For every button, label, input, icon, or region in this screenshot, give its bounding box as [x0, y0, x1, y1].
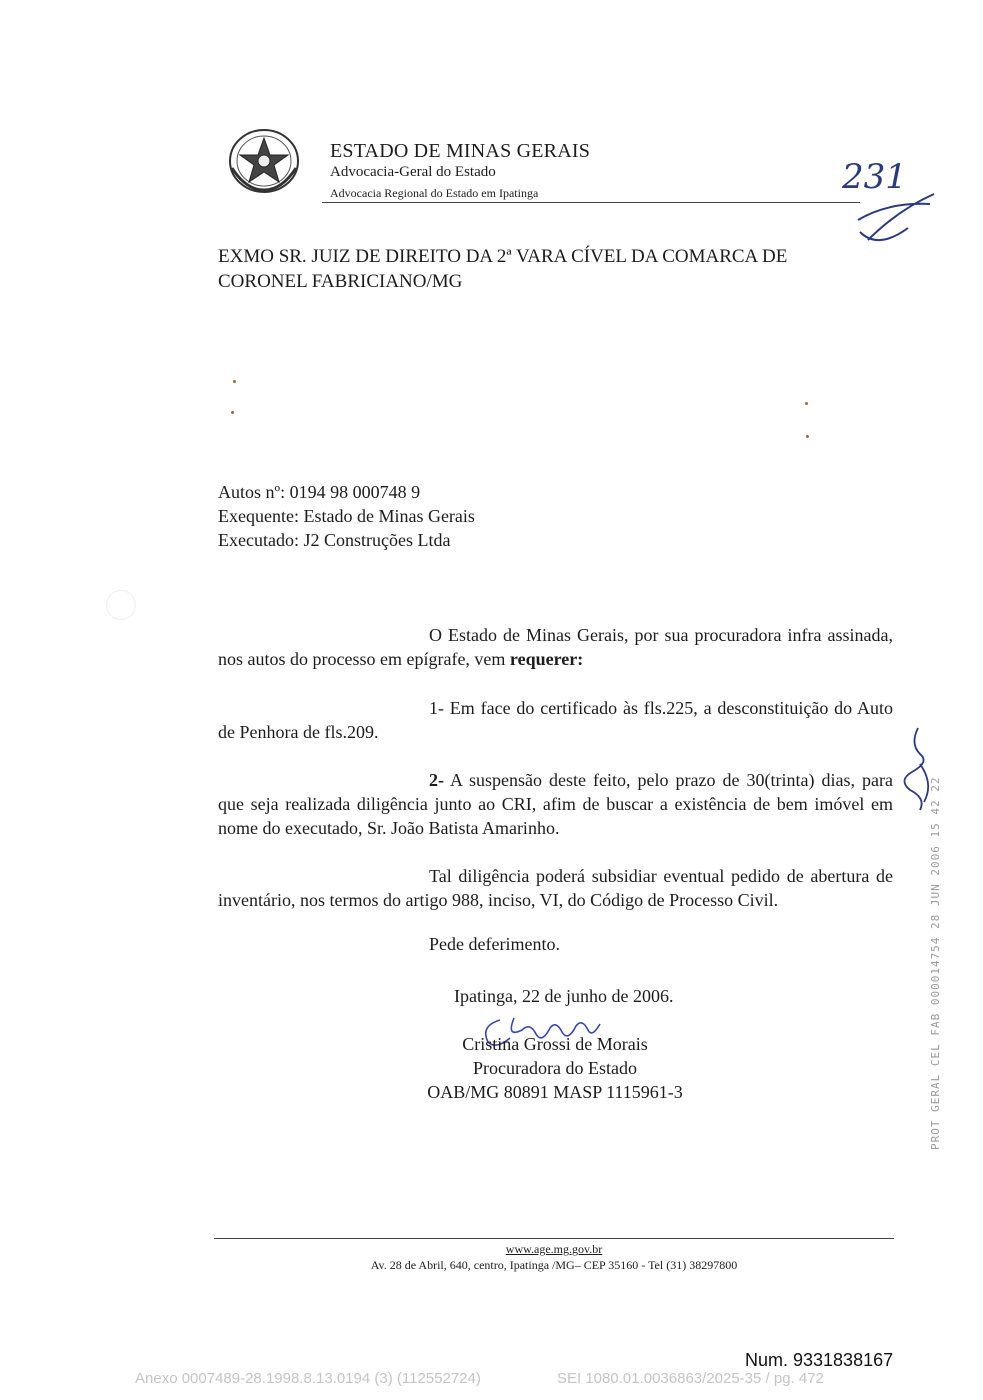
date-line: Ipatinga, 22 de junho de 2006.: [454, 986, 674, 1006]
addressee: EXMO SR. JUIZ DE DIREITO DA 2ª VARA CÍVEL DA COMARCA DE CORONEL FABRICIANO/MG: [218, 246, 788, 292]
watermark-anexo: Anexo 0007489-28.1998.8.13.0194 (3) (112552724): [135, 1370, 481, 1387]
closing-request: Pede deferimento.: [429, 934, 560, 954]
header-state-name: ESTADO DE MINAS GERAIS: [330, 140, 591, 162]
signatory-role: Procuradora do Estado: [473, 1058, 637, 1078]
paragraph-intro: [218, 623, 893, 671]
header-agency: Advocacia-Geral do Estado: [330, 164, 496, 180]
footer-divider: [214, 1238, 894, 1239]
process-executado: Executado: J2 Construções Ltda: [218, 530, 451, 550]
paragraph-intro-bold: requerer:: [509, 649, 584, 669]
punch-hole-mark: [106, 590, 136, 620]
paragraph-item-2: [218, 768, 893, 840]
document-number: Num. 9331838167: [745, 1350, 894, 1370]
scan-speck: [233, 380, 236, 383]
header-divider: [322, 202, 860, 203]
signatory-registration: OAB/MG 80891 MASP 1115961-3: [427, 1082, 683, 1102]
scan-speck: [805, 402, 808, 405]
scan-speck: [806, 435, 809, 438]
paragraph-intro-text: O Estado de Minas Gerais, por sua procuradora infra assinada, nos autos do processo em epígrafe, vem: [218, 625, 893, 669]
signatory-name: Cristina Grossi de Morais: [462, 1034, 648, 1054]
watermark-sei: SEI 1080.01.0036863/2025-35 / pg. 472: [557, 1370, 824, 1387]
footer-address: Av. 28 de Abril, 640, centro, Ipatinga /MG– CEP 35160 - Tel (31) 38297800: [370, 1258, 738, 1272]
header-regional-office: Advocacia Regional do Estado em Ipatinga: [330, 186, 539, 200]
paragraph-item-2-number: 2-: [429, 770, 444, 790]
handwritten-page-number-text: 231: [842, 157, 907, 197]
paragraph-inventory: Tal diligência poderá subsidiar eventual pedido de abertura de inventário, nos termos do artigo 988, inciso, VI, do Código de Processo Civil.: [218, 866, 893, 910]
paragraph-item-2-text: A suspensão deste feito, pelo prazo de 30(trinta) dias, para que seja realizada diligência junto ao CRI, afim de buscar a existência de bem imóvel em nome do executado, Sr. João Batista Amarinho.: [218, 770, 893, 838]
paragraph-item-1: 1- Em face do certificado às fls.225, a desconstituição do Auto de Penhora de fls.209.: [218, 698, 893, 742]
footer-url[interactable]: www.age.mg.gov.br: [505, 1242, 603, 1256]
process-info: [218, 480, 475, 552]
process-exequente: Exequente: Estado de Minas Gerais: [218, 506, 475, 526]
protocol-stamp: PROT GERAL CEL FAB 000014754 28 JUN 2006 15 42 22: [929, 776, 942, 1150]
signature-block: [400, 1032, 710, 1104]
process-number: Autos nº: 0194 98 000748 9: [218, 482, 421, 502]
state-coat-of-arms-icon: [226, 128, 302, 194]
scan-speck: [231, 411, 234, 414]
